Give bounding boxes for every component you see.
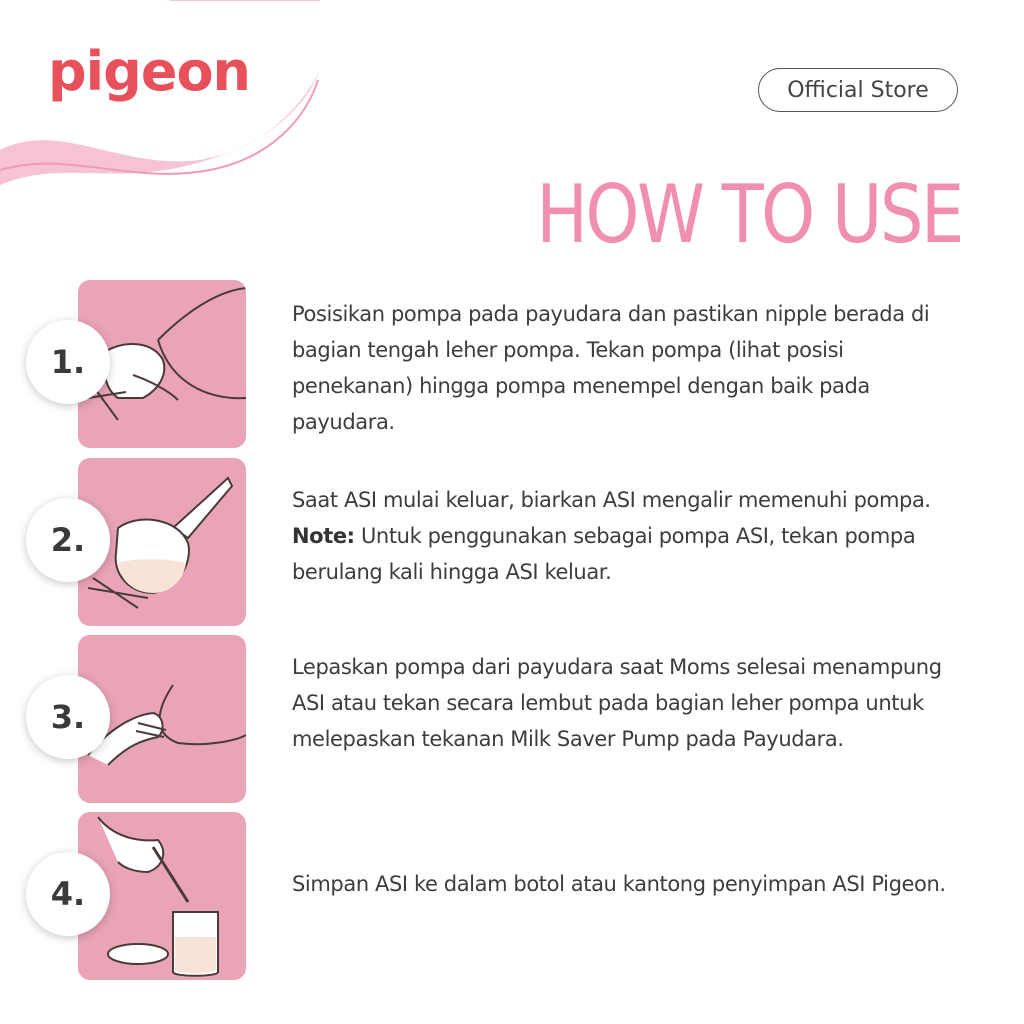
step-2-text-part-1: Saat ASI mulai keluar, biarkan ASI mengalir memenuhi pompa.: [292, 488, 931, 512]
step-number: 1.: [26, 320, 110, 404]
step-1: [0, 280, 1024, 452]
step-2: [0, 458, 1024, 630]
step-2-text: [292, 482, 962, 590]
step-4: [0, 812, 1024, 984]
pigeon-logo: [46, 38, 266, 110]
step-3: [0, 635, 1024, 807]
page-title: HOW TO USE: [536, 168, 962, 261]
step-1-text: Posisikan pompa pada payudara dan pastikan nipple berada di bagian tengah leher pompa. Tekan pompa (lihat posisi penekanan) hingga pompa menempel dengan baik pada payudara.: [292, 302, 930, 434]
svg-text:pigeon: pigeon: [48, 40, 250, 103]
step-4-text: Simpan ASI ke dalam botol atau kantong penyimpan ASI Pigeon.: [292, 872, 946, 896]
step-number: 3.: [26, 675, 110, 759]
step-number: 4.: [26, 852, 110, 936]
step-number: 2.: [26, 498, 110, 582]
note-label: Note:: [292, 524, 355, 548]
official-store-badge: [758, 68, 958, 112]
step-3-text: Lepaskan pompa dari payudara saat Moms selesai menampung ASI atau tekan secara lembut pada bagian leher pompa untuk melepaskan tekanan Milk Saver Pump pada Payudara.: [292, 655, 942, 751]
official-store-label: Official Store: [787, 77, 929, 103]
step-2-text-part-2: Untuk penggunakan sebagai pompa ASI, tekan pompa berulang kali hingga ASI keluar.: [292, 524, 916, 584]
